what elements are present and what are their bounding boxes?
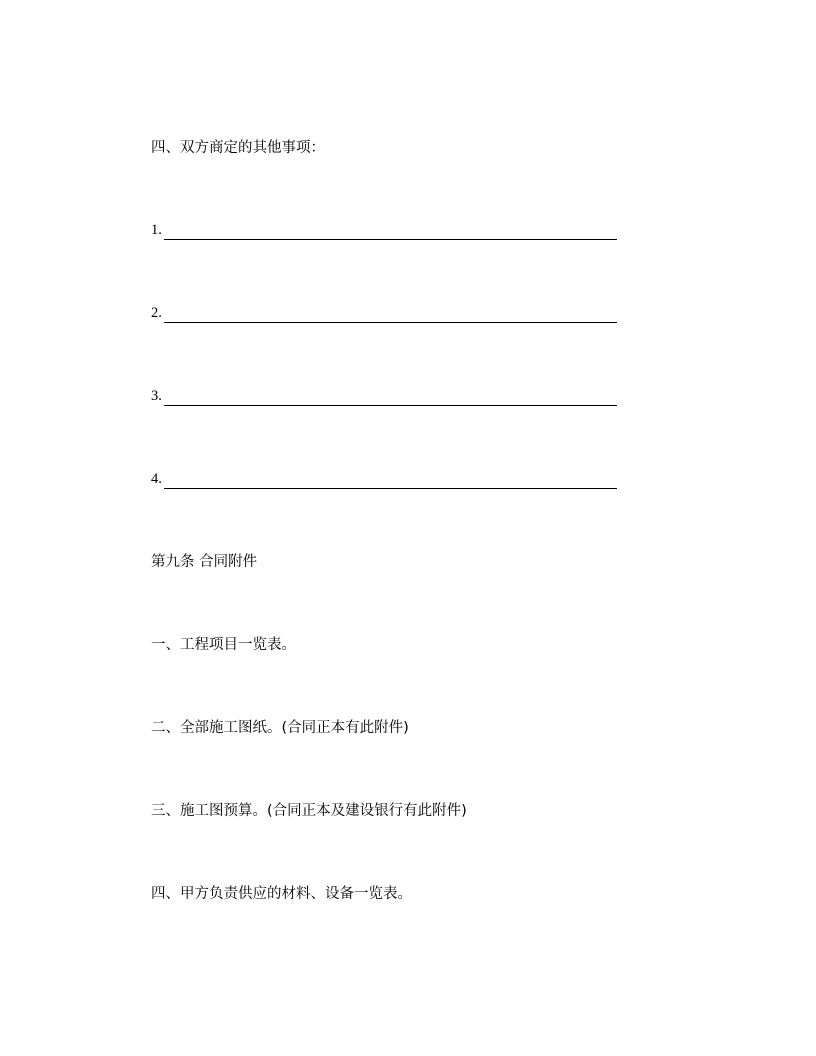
blank-line-item[interactable] xyxy=(151,469,617,489)
attachment-item: 三、施工图预算。(合同正本及建设银行有此附件) xyxy=(151,803,467,819)
attachment-item: 一、工程项目一览表。 xyxy=(151,637,296,653)
blank-line-item[interactable] xyxy=(151,220,617,240)
blank-line-number: 1. xyxy=(151,222,162,238)
attachment-item: 二、全部施工图纸。(合同正本有此附件) xyxy=(151,720,409,736)
attachment-item: 四、甲方负责供应的材料、设备一览表。 xyxy=(151,886,412,902)
fill-in-blank[interactable] xyxy=(164,220,617,240)
section-four-heading: 四、双方商定的其他事项： xyxy=(151,140,325,156)
blank-line-item[interactable] xyxy=(151,303,617,323)
blank-line-item[interactable] xyxy=(151,386,617,406)
blank-line-number: 3. xyxy=(151,388,162,404)
fill-in-blank[interactable] xyxy=(164,303,617,323)
blank-line-number: 4. xyxy=(151,471,162,487)
fill-in-blank[interactable] xyxy=(164,386,617,406)
fill-in-blank[interactable] xyxy=(164,469,617,489)
blank-line-number: 2. xyxy=(151,305,162,321)
article-nine-heading: 第九条 合同附件 xyxy=(151,554,258,570)
